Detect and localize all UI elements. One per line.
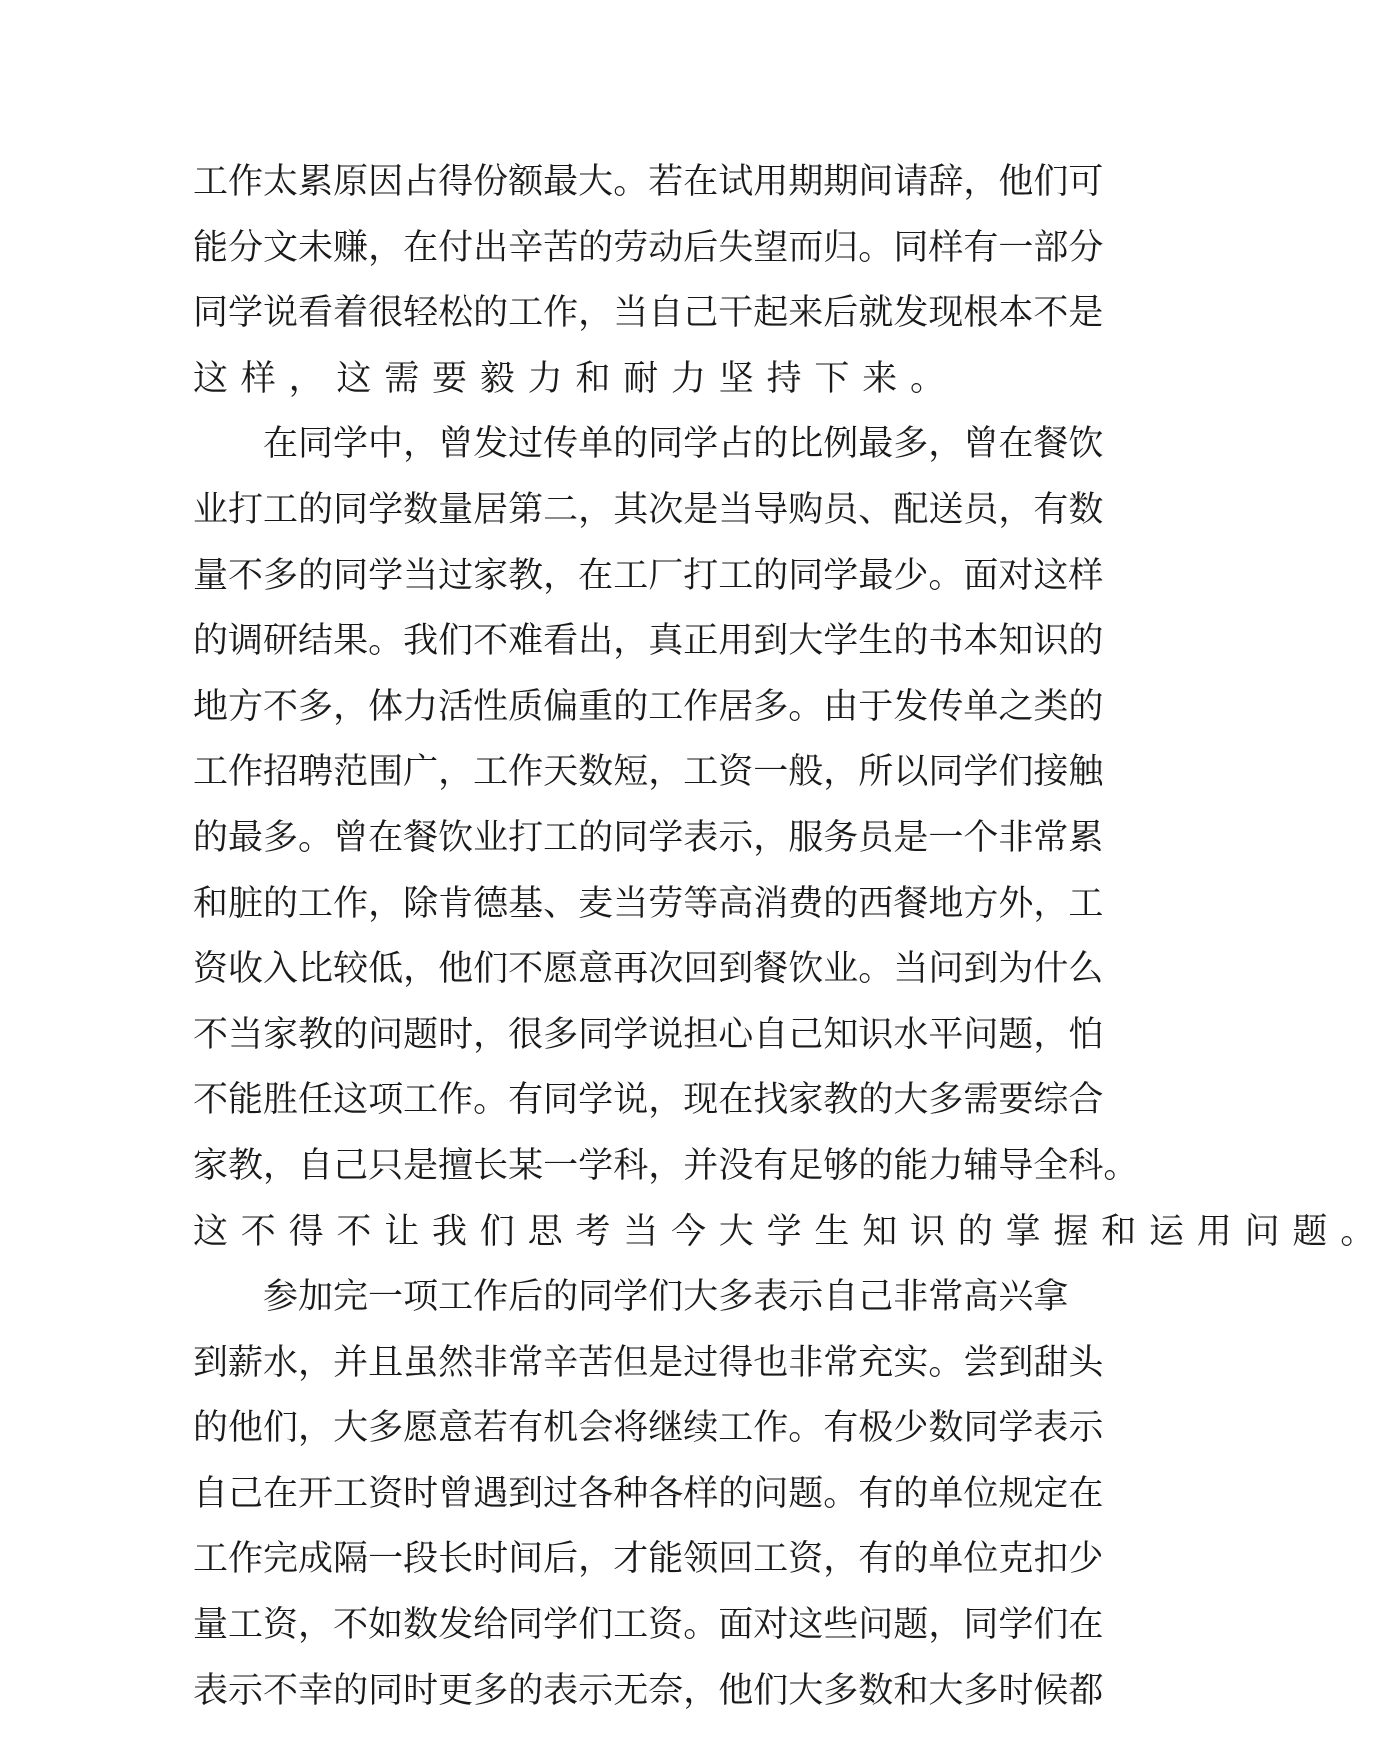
text-line: 参 加 完 一 项 工 作 后 的 同 学 们 大 多 表 示 自 己 非 常 高 兴 拿 xyxy=(263,1277,1069,1318)
text-line: 和 脏 的 工 作 ， 除 肯 德 基 、 麦 当 劳 等 高 消 费 的 西 餐 地 方 外 ， 工 xyxy=(193,883,1104,924)
text-line: 工 作 招 聘 范 围 广 ， 工 作 天 数 短 ， 工 资 一 般 ， 所 以 同 学 们 接 触 xyxy=(193,752,1104,793)
text-line: 这不得不让我们思考当今大学生知识的掌握和运用问题。 xyxy=(193,1211,1388,1252)
text-line: 不 当 家 教 的 问 题 时 ， 很 多 同 学 说 担 心 自 己 知 识 水 平 问 题 ， 怕 xyxy=(193,1014,1104,1055)
text-line: 到 薪 水 ， 并 且 虽 然 非 常 辛 苦 但 是 过 得 也 非 常 充 实 。 尝 到 甜 头 xyxy=(193,1342,1104,1383)
text-line: 不 能 胜 任 这 项 工 作 。 有 同 学 说 ， 现 在 找 家 教 的 大 多 需 要 综 合 xyxy=(193,1080,1104,1121)
text-line: 自 己 在 开 工 资 时 曾 遇 到 过 各 种 各 样 的 问 题 。 有 的 单 位 规 定 在 xyxy=(193,1473,1104,1514)
text-line: 量 不 多 的 同 学 当 过 家 教 ， 在 工 厂 打 工 的 同 学 最 少 。 面 对 这 样 xyxy=(193,555,1104,596)
text-line: 表 示 不 幸 的 同 时 更 多 的 表 示 无 奈 ， 他 们 大 多 数 和 大 多 时 候 都 xyxy=(193,1670,1104,1711)
text-line: 的 最 多 。 曾 在 餐 饮 业 打 工 的 同 学 表 示 ， 服 务 员 是 一 个 非 常 累 xyxy=(193,817,1104,858)
text-line: 的 调 研 结 果 。 我 们 不 难 看 出 ， 真 正 用 到 大 学 生 的 书 本 知 识 的 xyxy=(193,621,1104,662)
text-line: 业 打 工 的 同 学 数 量 居 第 二 ， 其 次 是 当 导 购 员 、 配 送 员 ， 有 数 xyxy=(193,489,1104,530)
text-line: 在 同 学 中 ， 曾 发 过 传 单 的 同 学 占 的 比 例 最 多 ， 曾 在 餐 饮 xyxy=(263,424,1104,465)
text-line: 能 分 文 未 赚 ， 在 付 出 辛 苦 的 劳 动 后 失 望 而 归 。 同 样 有 一 部 分 xyxy=(193,227,1104,268)
text-line: 地 方 不 多 ， 体 力 活 性 质 偏 重 的 工 作 居 多 。 由 于 发 传 单 之 类 的 xyxy=(193,686,1104,727)
text-line: 这样，这需要毅力和耐力坚持下来。 xyxy=(193,358,958,399)
text-line: 资 收 入 比 较 低 ， 他 们 不 愿 意 再 次 回 到 餐 饮 业 。 当 问 到 为 什 么 xyxy=(193,949,1104,990)
text-line: 的 他 们 ， 大 多 愿 意 若 有 机 会 将 继 续 工 作 。 有 极 少 数 同 学 表 示 xyxy=(193,1408,1104,1449)
text-line: 家 教 ， 自 己 只 是 擅 长 某 一 学 科 ， 并 没 有 足 够 的 能 力 辅 导 全 科 。 xyxy=(193,1145,1139,1186)
text-line: 同 学 说 看 着 很 轻 松 的 工 作 ， 当 自 己 干 起 来 后 就 发 现 根 本 不 是 xyxy=(193,293,1104,334)
text-line: 工 作 太 累 原 因 占 得 份 额 最 大 。 若 在 试 用 期 期 间 请 辞 ， 他 们 可 xyxy=(193,162,1104,202)
document-body xyxy=(193,150,1388,1724)
text-line: 量 工 资 ， 不 如 数 发 给 同 学 们 工 资 。 面 对 这 些 问 题 ， 同 学 们 在 xyxy=(193,1605,1104,1646)
text-line: 工 作 完 成 隔 一 段 长 时 间 后 ， 才 能 领 回 工 资 ， 有 的 单 位 克 扣 少 xyxy=(193,1539,1104,1580)
